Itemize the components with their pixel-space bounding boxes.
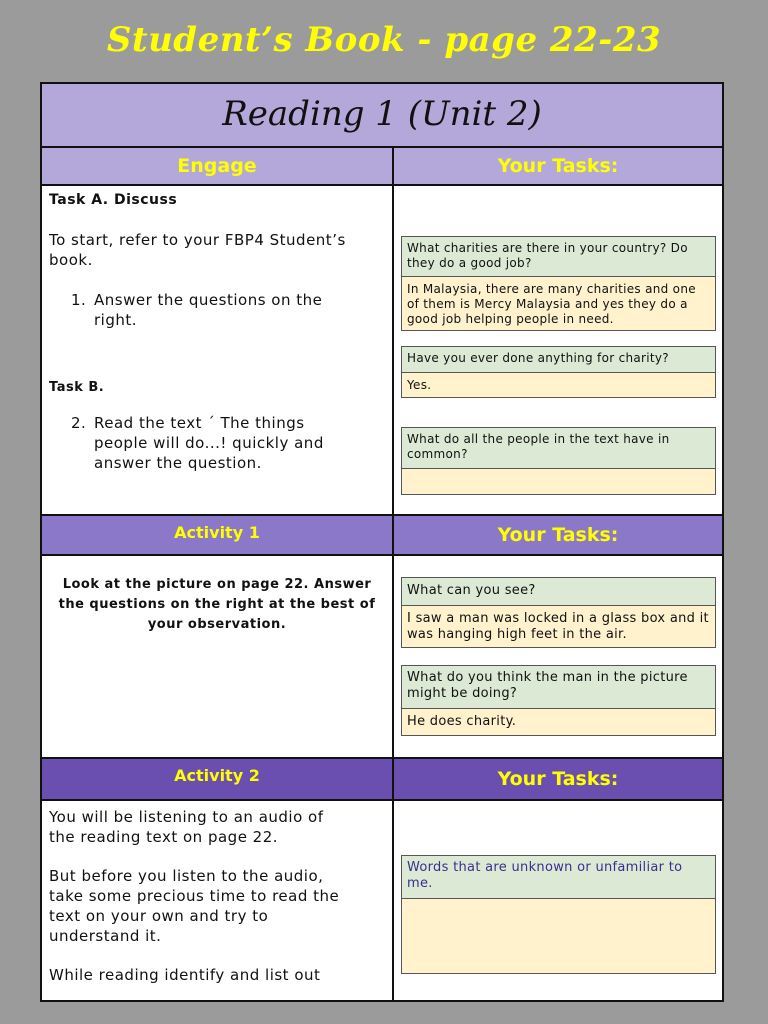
activity-2-text: text on your own and try to — [49, 907, 269, 925]
list-number: 1. — [71, 291, 87, 309]
band-engage: Engage — [42, 148, 392, 184]
page-title: Student’s Book - page 22-23 — [106, 20, 662, 60]
activity-2-text: You will be listening to an audio of — [49, 808, 324, 826]
divider — [42, 184, 722, 186]
activity-1-instruction: your observation. — [147, 617, 287, 632]
worksheet — [40, 82, 724, 1002]
list-item-text: Answer the questions on the — [94, 291, 323, 309]
answer-box[interactable]: In Malaysia, there are many charities and one of them is Mercy Malaysia and yes they do a good job helping people in need. — [401, 276, 716, 331]
band-your-tasks-3: Your Tasks: — [394, 759, 722, 799]
question-box: Have you ever done anything for charity? — [401, 346, 716, 372]
activity-2-text: While reading identify and list out — [49, 966, 321, 984]
question-box: Words that are unknown or unfamiliar to me. — [401, 855, 716, 898]
answer-box[interactable]: He does charity. — [401, 708, 716, 736]
divider — [42, 799, 722, 801]
band-activity-2: Activity 2 — [42, 759, 392, 799]
question-box: What do you think the man in the picture might be doing? — [401, 665, 716, 708]
band-your-tasks-1: Your Tasks: — [394, 148, 722, 184]
list-item-text: answer the question. — [94, 454, 262, 472]
list-item-text: right. — [94, 311, 138, 329]
answer-box[interactable] — [401, 898, 716, 974]
engage-intro-line: book. — [49, 251, 93, 269]
task-a-title: Task A. Discuss — [49, 192, 178, 208]
question-box: What can you see? — [401, 577, 716, 605]
activity-2-text: But before you listen to the audio, — [49, 867, 324, 885]
band-activity-1: Activity 1 — [42, 516, 392, 554]
activity-1-instruction: Look at the picture on page 22. Answer — [62, 577, 372, 592]
list-item-text: people will do...! quickly and — [94, 434, 324, 452]
answer-box[interactable]: Yes. — [401, 372, 716, 398]
answer-box[interactable] — [401, 468, 716, 495]
divider — [42, 554, 722, 556]
task-b-title: Task B. — [49, 380, 105, 395]
answer-box[interactable]: I saw a man was locked in a glass box and it was hanging high feet in the air. — [401, 605, 716, 648]
band-your-tasks-2: Your Tasks: — [394, 516, 722, 554]
question-box: What do all the people in the text have in common? — [401, 427, 716, 468]
question-box: What charities are there in your country? Do they do a good job? — [401, 236, 716, 276]
activity-2-text: take some precious time to read the — [49, 887, 340, 905]
engage-intro-line: To start, refer to your FBP4 Student’s — [49, 231, 346, 249]
activity-2-text: the reading text on page 22. — [49, 828, 279, 846]
activity-2-text: understand it. — [49, 927, 162, 945]
list-item-text: Read the text ´ The things — [94, 414, 305, 432]
worksheet-header: Reading 1 (Unit 2) — [42, 84, 722, 148]
activity-1-instruction: the questions on the right at the best of — [58, 597, 376, 612]
column-divider — [392, 146, 394, 1000]
list-number: 2. — [71, 414, 87, 432]
